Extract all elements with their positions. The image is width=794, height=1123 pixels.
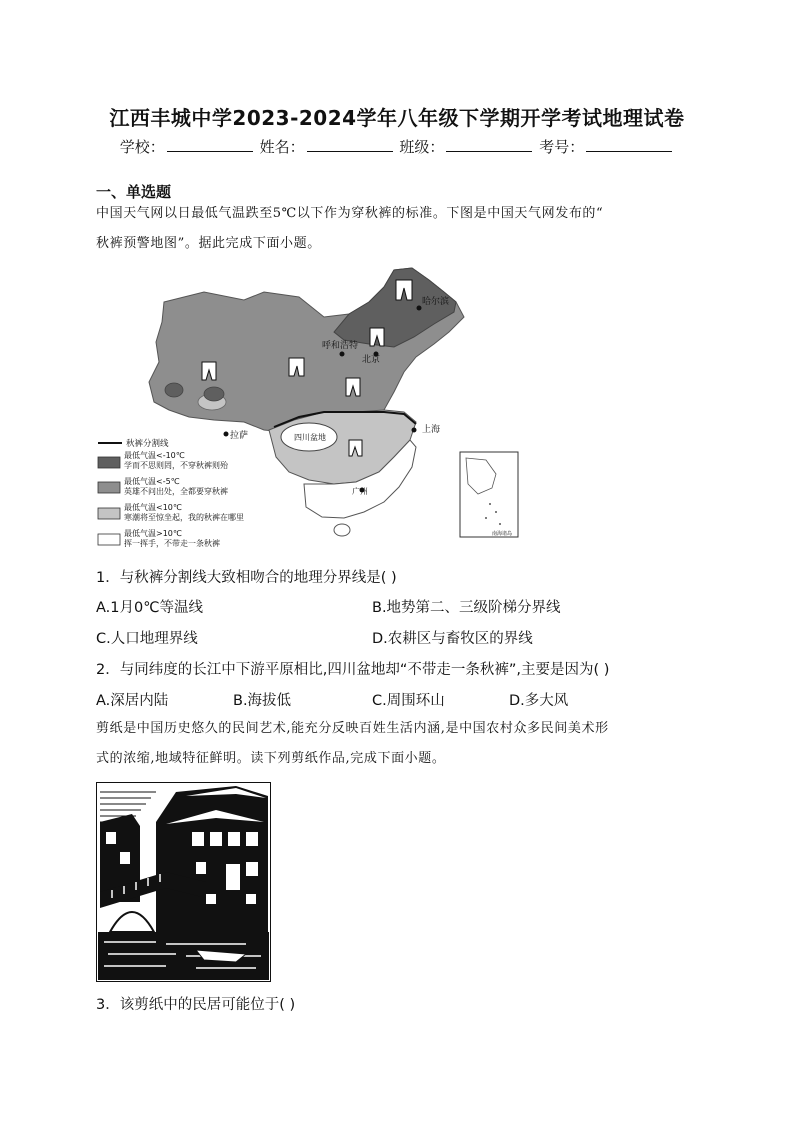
map-legend: [98, 438, 244, 549]
number-label: 考号：: [539, 138, 585, 156]
passage-2-line-2: 式的浓缩,地域特征鲜明。读下列剪纸作品,完成下面小题。: [96, 751, 446, 766]
question-2-option-c: C.周围环山: [372, 693, 445, 709]
legend-swatch-1: [98, 457, 120, 468]
question-1-option-c: C.人口地理界线: [96, 631, 198, 647]
city-dot: [224, 432, 229, 437]
legend-swatch-3: [98, 508, 120, 519]
question-2-option-a: A.深居内陆: [96, 693, 169, 709]
legend-item-1-line-1: 最低气温<-10℃: [124, 451, 185, 460]
legend-item-2-line-2: 英雄不问出处，全都要穿秋裤: [124, 487, 228, 496]
label-harbin: 哈尔滨: [422, 297, 450, 307]
name-blank: [307, 137, 393, 152]
legend-item-4-line-1: 最低气温>10℃: [124, 529, 182, 538]
label-guangzhou: 广州: [352, 487, 368, 496]
question-1-option-d: D.农耕区与畜牧区的界线: [372, 631, 533, 647]
legend-item-1-line-2: 学而不思则罔，不穿秋裤则殆: [124, 461, 228, 470]
legend-swatch-4: [98, 534, 120, 545]
city-dot: [412, 428, 417, 433]
label-lhasa: 拉萨: [230, 431, 249, 441]
school-label: 学校：: [119, 138, 165, 156]
passage-1: [96, 199, 696, 259]
section-heading: 一、单选题: [96, 183, 172, 201]
label-shanghai: 上海: [422, 425, 441, 435]
city-dot: [417, 306, 422, 311]
question-1-option-b: B.地势第二、三级阶梯分界线: [372, 600, 561, 616]
question-2-option-b: B.海拔低: [233, 693, 292, 709]
legend-swatch-2: [98, 482, 120, 493]
passage-2-line-1: 剪纸是中国历史悠久的民间艺术,能充分反映百姓生活内涵,是中国农村众多民间美术形: [96, 721, 609, 736]
label-sichuan-basin: 四川盆地: [294, 433, 326, 442]
question-1-stem: 1．与秋裤分割线大致相吻合的地理分界线是( ): [96, 570, 397, 586]
class-label: 班级：: [399, 138, 445, 156]
legend-item-2-line-1: 最低气温<-5℃: [124, 477, 180, 486]
hainan-island: [334, 524, 350, 536]
passage-1-line-1: 中国天气网以日最低气温跌至5℃以下作为穿秋裤的标准。下图是中国天气网发布的“: [96, 206, 604, 221]
student-info-line: [0, 136, 794, 157]
paper-cut-figure: [96, 782, 271, 982]
south-sea-inset: [460, 452, 518, 537]
legend-item-3-line-2: 寒潮将至惊坐起，我的秋裤在哪里: [124, 513, 244, 522]
question-1-option-a: A.1月0℃等温线: [96, 600, 204, 616]
number-blank: [586, 137, 672, 152]
legend-item-3-line-1: 最低气温<10℃: [124, 503, 182, 512]
question-2-stem: 2．与同纬度的长江中下游平原相比,四川盆地却“不带走一条秋裤”,主要是因为( ): [96, 662, 610, 678]
label-hohhot: 呼和浩特: [322, 341, 359, 351]
class-blank: [446, 137, 532, 152]
label-beijing: 北京: [362, 355, 381, 365]
question-2-option-d: D.多大风: [509, 693, 569, 709]
name-label: 姓名：: [259, 138, 305, 156]
city-dot: [340, 352, 345, 357]
legend-line-label: 秋裤分割线: [126, 439, 169, 449]
zone-dark-pocket: [204, 387, 224, 401]
page-title: 江西丰城中学2023-2024学年八年级下学期开学考试地理试卷: [109, 106, 685, 130]
zone-light-pocket-2: [165, 383, 183, 397]
legend-item-4-line-2: 挥一挥手，不带走一条秋裤: [124, 539, 220, 548]
question-3-stem: 3．该剪纸中的民居可能位于( ): [96, 997, 296, 1013]
passage-1-line-2: 秋裤预警地图”。据此完成下面小题。: [96, 236, 321, 251]
inset-label: 南海诸岛: [492, 531, 513, 537]
passage-2: [96, 714, 696, 774]
school-blank: [167, 137, 253, 152]
qiuku-warning-map: [94, 262, 524, 557]
